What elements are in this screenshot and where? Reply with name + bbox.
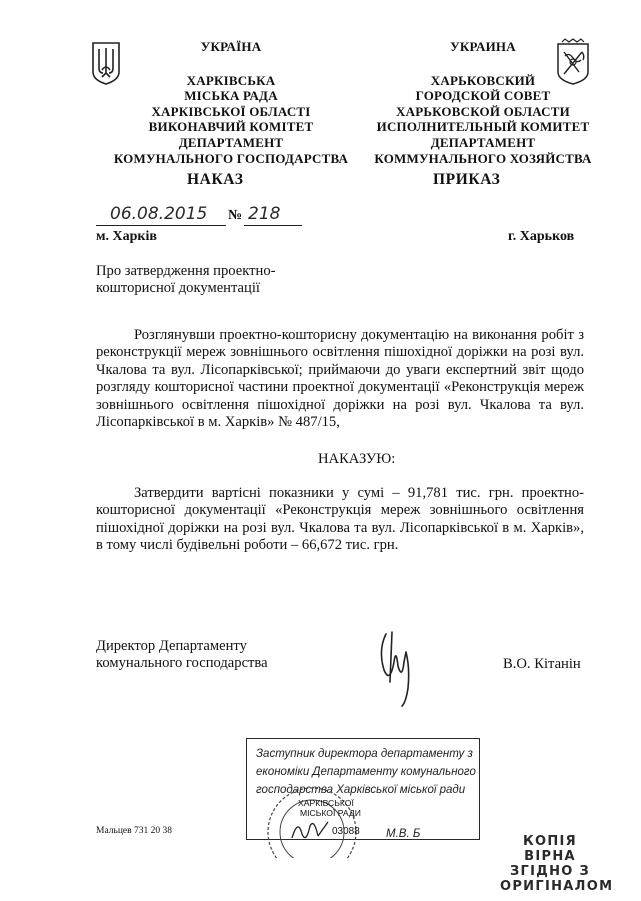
- signature-name: В.О. Кітанін: [503, 656, 581, 672]
- stamp-signature-icon: [288, 816, 332, 844]
- order-date-number: [96, 204, 304, 228]
- directive: Затвердити вартісні показники у сумі – 91,781 тис. грн. проектно-кошторисної документації «Реконструкція мереж зовнішнього освітлення пішохідної доріжки на розі вул. Чкалова та вул. Лісопарківської в м. Харків», в тому числі будівельні роботи – 66,672 тис. грн.: [96, 485, 584, 554]
- number-sign: №: [228, 208, 243, 223]
- date-underline: [96, 225, 226, 226]
- subject-line: Про затвердження проектно-: [96, 263, 276, 279]
- copy-certified-stamp: [500, 834, 614, 894]
- header-left-line: ХАРКІВСЬКОЇ ОБЛАСТІ: [151, 103, 311, 119]
- certification-stamp: [246, 738, 482, 842]
- header-left-line: КОМУНАЛЬНОГО ГОСПОДАРСТВА: [113, 150, 349, 166]
- signature-position: [96, 638, 268, 673]
- header-left: [100, 39, 362, 166]
- order-number: 218: [248, 204, 281, 224]
- executor-contact: Мальцев 731 20 38: [96, 826, 172, 836]
- header-left-line: ДЕПАРТАМЕНТ: [178, 134, 284, 150]
- order-word: НАКАЗУЮ:: [318, 451, 396, 467]
- stamp-line: Заступник директора департаменту з: [256, 748, 473, 760]
- header-right-country: УКРАИНА: [450, 39, 516, 54]
- doc-type-left: НАКАЗ: [187, 171, 244, 188]
- handwritten-signature-icon: [372, 622, 420, 710]
- city-left: м. Харків: [96, 229, 157, 244]
- header-right: [352, 39, 614, 166]
- header-left-line: МІСЬКА РАДА: [184, 88, 278, 104]
- copy-stamp-line: ОРИГІНАЛОМ: [500, 879, 614, 894]
- signature-position-line: Директор Департаменту: [96, 638, 247, 654]
- header-right-line: ХАРЬКОВСКОЙ ОБЛАСТИ: [396, 103, 570, 119]
- header-right-line: ГОРОДСКОЙ СОВЕТ: [415, 88, 551, 104]
- header-left-line: ВИКОНАВЧИЙ КОМІТЕТ: [148, 119, 314, 135]
- header-right-line: ИСПОЛНИТЕЛЬНЫЙ КОМИТЕТ: [376, 119, 590, 135]
- signature-position-line: комунального господарства: [96, 655, 268, 672]
- header-left-country: УКРАЇНА: [200, 39, 262, 54]
- header-left-line: ХАРКІВСЬКА: [186, 72, 276, 88]
- header-right-line: ДЕПАРТАМЕНТ: [430, 134, 536, 150]
- order-date: 06.08.2015: [110, 204, 208, 224]
- stamp-line: економіки Департаменту комунального: [256, 766, 476, 778]
- copy-stamp-line: ЗГІДНО З: [509, 864, 591, 879]
- header-right-line: ХАРЬКОВСКИЙ: [430, 72, 536, 88]
- stamp-signer: М.В. Б: [386, 828, 421, 840]
- subject: [96, 263, 276, 298]
- subject-line: кошторисної документації: [96, 280, 260, 297]
- stamp-line: господарства Харківської міської ради: [256, 784, 466, 796]
- number-underline: [244, 225, 302, 226]
- seal-code: 03088: [332, 826, 360, 837]
- city-right: г. Харьков: [508, 229, 575, 244]
- doc-type-right: ПРИКАЗ: [433, 171, 501, 188]
- seal-text: МІСЬКОЇ РАДИ: [300, 808, 361, 818]
- copy-stamp-line: КОПІЯ ВІРНА: [523, 834, 577, 864]
- header-right-line: КОММУНАЛЬНОГО ХОЗЯЙСТВА: [374, 150, 592, 166]
- preamble: Розглянувши проектно-кошторисну документацію на виконання робіт з реконструкції мереж зовнішнього освітлення пішохідної доріжки на розі вул. Чкалова та вул. Лісопарківської; приймаючи до уваги експертний звіт щодо розгляду кошторисної частини проектної документації «Реконструкція мереж зовнішнього освітлення пішохідної доріжки на розі вул. Чкалова та вул. Лісопарківської в м. Харків» № 487/15,: [96, 327, 584, 431]
- seal-text: ХАРКІВСЬКОЇ: [298, 798, 354, 808]
